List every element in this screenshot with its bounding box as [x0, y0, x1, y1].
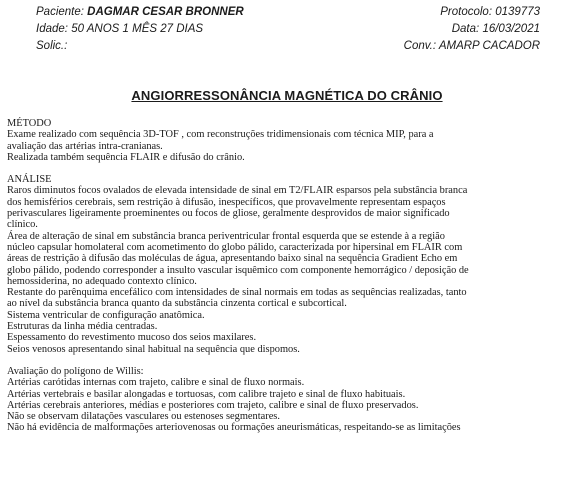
- report-line: Artérias vertebrais e basilar alongadas e tortuosas, com calibre trajeto e sinal de fluxo habituais.: [7, 388, 406, 400]
- date-field: [452, 21, 540, 37]
- report-line: Estruturas da linha média centradas.: [7, 321, 158, 333]
- report-line: Seios venosos apresentando sinal habitual na sequência que dispomos.: [7, 343, 300, 355]
- section-heading: MÉTODO: [7, 118, 52, 129]
- report-line: Área de alteração de sinal em substância branca periventricular frontal esquerda que se estende à a região: [7, 230, 445, 242]
- report-line: avaliação das artérias intra-cranianas.: [7, 140, 163, 152]
- patient-field: [36, 4, 244, 20]
- report-line: globo pálido, podendo corresponder a insulto vascular isquêmico com componente hemorrágico / deposição de: [7, 264, 469, 276]
- report-line: Restante do parênquima encefálico com intensidades de sinal normais em todas as sequências realizadas, tanto: [7, 287, 467, 299]
- protocol-value: 0139773: [495, 6, 540, 18]
- report-line: ao nível da substância branca quanto da substância cinzenta cortical e subcortical.: [7, 298, 347, 310]
- report-line: Não se observam dilatações vasculares ou estenoses segmentares.: [7, 411, 280, 423]
- age-label: Idade:: [36, 23, 68, 35]
- report-line: Sistema ventricular de configuração anatômica.: [7, 309, 205, 321]
- report-line: hemossiderina, no adequado contexto clínico.: [7, 275, 197, 287]
- report-line: Espessamento do revestimento mucoso dos seios maxilares.: [7, 332, 257, 344]
- report-line: áreas de restrição à difusão das moléculas de água, apresentando baixo sinal na sequência Gradient Echo em: [7, 253, 458, 265]
- patient-name: DAGMAR CESAR BRONNER: [87, 6, 244, 18]
- report-line: Realizada também sequência FLAIR e difusão do crânio.: [7, 151, 245, 163]
- date-value: 16/03/2021: [482, 23, 540, 35]
- section-heading: ANÁLISE: [7, 174, 52, 186]
- section-heading: Avaliação do polígono de Willis:: [7, 365, 144, 377]
- report-line: Exame realizado com sequência 3D-TOF , com reconstruções tridimensionais com técnica MIP, para a: [7, 129, 434, 141]
- protocol-label: Protocolo:: [440, 6, 493, 18]
- report-line: perivasculares ligeiramente proeminentes ou focos de gliose, geralmente desprovidos de maior significado: [7, 208, 450, 220]
- report-line: clínico.: [7, 219, 38, 231]
- report-line: Artérias cerebrais anteriores, médias e posteriores com trajeto, calibre e sinal de fluxo preservados.: [7, 399, 419, 411]
- solic-field: [36, 38, 67, 54]
- patient-label: Paciente:: [36, 6, 84, 18]
- report-line: dos hemisférios cerebrais, sem restrição à difusão, inespecíficos, que provavelmente representam espaços: [7, 196, 446, 208]
- report-line: Raros diminutos focos ovalados de elevada intensidade de sinal em T2/FLAIR esparsos pela substância branca: [7, 185, 468, 197]
- section-metodo: [7, 118, 567, 163]
- age-value: 50 ANOS 1 MÊS 27 DIAS: [71, 23, 204, 35]
- conv-field: [404, 38, 540, 54]
- solic-label: Solic.:: [36, 40, 68, 52]
- report-body: [7, 118, 567, 445]
- date-label: Data:: [451, 23, 480, 35]
- section-analise: [7, 174, 567, 355]
- report-line: núcleo capsular homolateral com acometimento do globo pálido, caracterizada por hipersinal em FLAIR com: [7, 241, 463, 253]
- report-title: ANGIORRESSONÂNCIA MAGNÉTICA DO CRÂNIO: [131, 88, 443, 103]
- report-line: Artérias carótidas internas com trajeto, calibre e sinal de fluxo normais.: [7, 377, 305, 389]
- section-willis: [7, 366, 567, 434]
- report-line: Não há evidência de malformações arteriovenosas ou formações aneurismáticas, respeitando-se as limitações: [7, 422, 461, 434]
- age-field: [36, 21, 203, 37]
- protocol-field: [440, 4, 540, 20]
- conv-value: AMARP CACADOR: [438, 40, 540, 52]
- conv-label: Conv.:: [403, 40, 437, 52]
